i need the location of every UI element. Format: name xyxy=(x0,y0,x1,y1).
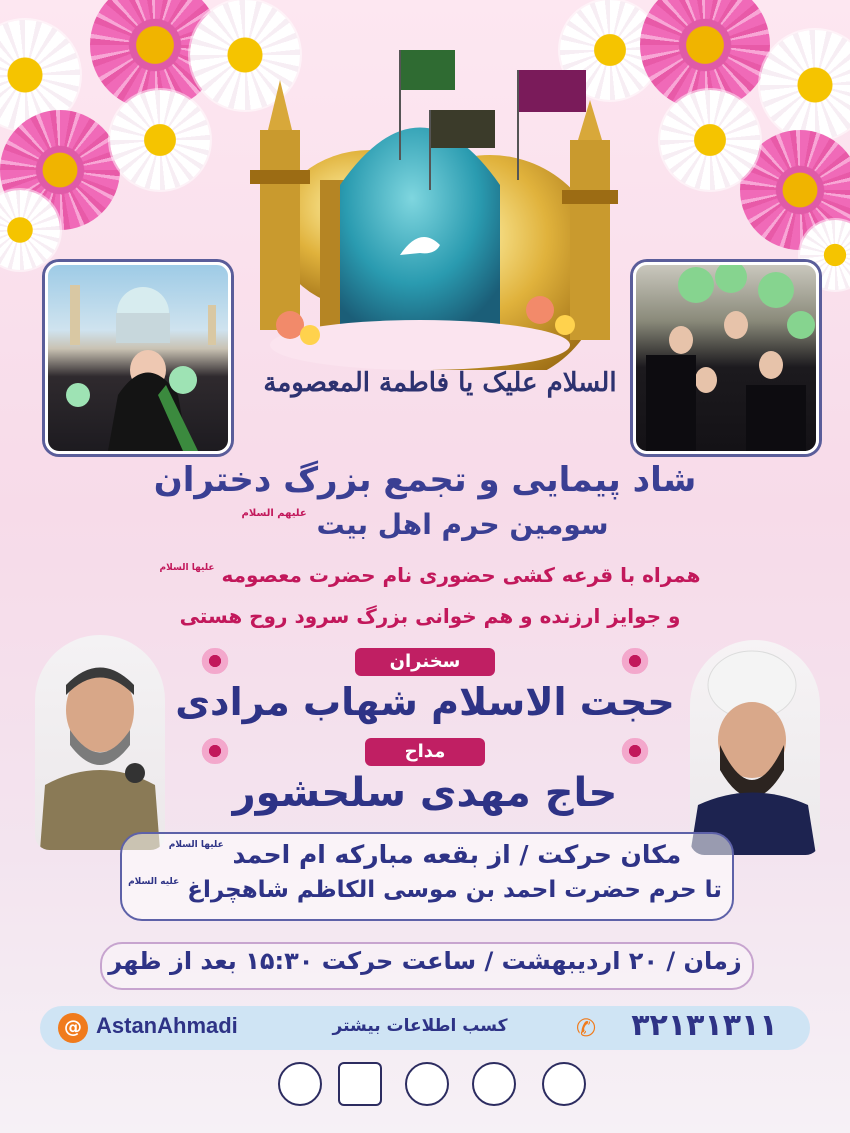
event-prizes-line: و جوایز ارزنده و هم خوانی بزرگ سرود روح هستی xyxy=(179,604,681,628)
speaker-label: سخنران xyxy=(355,648,495,676)
honorific-text: علیه السلام xyxy=(128,877,180,887)
instagram-icon[interactable]: @ xyxy=(58,1013,88,1043)
flower-decoration xyxy=(760,30,850,140)
speaker-portrait xyxy=(35,635,165,850)
eulogist-name: حاج مهدی سلحشور xyxy=(232,770,618,816)
procession-photo-right xyxy=(633,262,819,454)
event-subtitle-text: سومین حرم اهل بیت xyxy=(316,508,609,541)
event-subtitle xyxy=(180,508,670,541)
info-label: کسب اطلاعات بیشتر xyxy=(332,1016,508,1036)
organization-logo xyxy=(338,1062,382,1106)
ornament-icon xyxy=(195,648,235,674)
ornament-icon xyxy=(615,648,655,674)
phone-icon[interactable]: ✆ xyxy=(575,1014,597,1042)
phone-number[interactable]: ۳۲۱۳۱۳۱۱ xyxy=(631,1008,778,1043)
honorific-text: علیهم السلام xyxy=(241,508,307,519)
location-line1 xyxy=(150,840,700,869)
honorific-text: علیها السلام xyxy=(168,840,224,850)
event-title: شاد پیمایی و تجمع بزرگ دختران xyxy=(153,460,697,500)
location-destination: تا حرم حضرت احمد بن موسی الکاظم شاهچراغ xyxy=(187,877,722,903)
flower-decoration xyxy=(660,90,760,190)
organization-logo xyxy=(405,1062,449,1106)
procession-photo-left xyxy=(45,262,231,454)
organization-logo xyxy=(472,1062,516,1106)
location-start: مکان حرکت / از بقعه مبارکه ام احمد xyxy=(232,840,682,869)
organization-logo xyxy=(278,1062,322,1106)
eulogist-portrait xyxy=(690,640,820,855)
ornament-icon xyxy=(615,738,655,764)
calligraphy-greeting: السلام علیک یا فاطمة المعصومة xyxy=(263,368,617,398)
flower-decoration xyxy=(110,90,210,190)
event-raffle-line xyxy=(150,563,710,587)
location-line2 xyxy=(120,877,730,903)
raffle-text: همراه با قرعه کشی حضوری نام حضرت معصومه xyxy=(221,563,701,587)
speaker-name: حجت الاسلام شهاب مرادی xyxy=(175,680,675,724)
social-handle[interactable]: AstanAhmadi xyxy=(96,1013,238,1038)
ornament-icon xyxy=(195,738,235,764)
honorific-text: علیها السلام xyxy=(159,563,215,573)
organization-logo xyxy=(542,1062,586,1106)
shrine-illustration xyxy=(250,40,620,370)
time-text: زمان / ۲۰ اردیبهشت / ساعت حرکت ۱۵:۳۰ بعد از ظهر xyxy=(108,947,742,975)
eulogist-label: مداح xyxy=(365,738,485,766)
